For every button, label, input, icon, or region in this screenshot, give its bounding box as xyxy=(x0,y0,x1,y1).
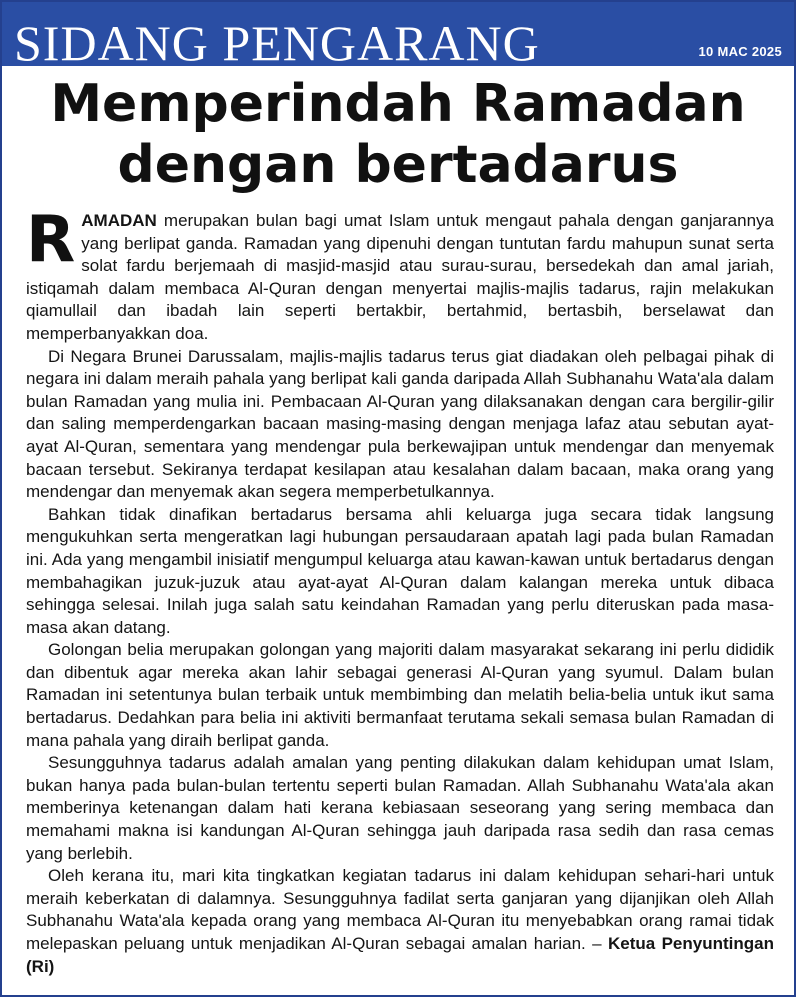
paragraph-5: Sesungguhnya tadarus adalah amalan yang penting dilakukan dalam kehidupan umat Islam, bukan hanya pada bulan-bulan tertentu seperti bulan Ramadan. Allah Subhanahu Wata'ala akan memberinya ketenangan dalam hati kerana kebiasaan seseorang yang sering membaca dan memahami makna isi kandungan Al-Quran sehingga jauh daripada rasa sedih dan rasa cemas yang berlebih. xyxy=(26,753,774,863)
headline-line-1: Memperindah Ramadan xyxy=(50,74,746,134)
paragraph-6 xyxy=(26,865,774,978)
paragraph-3: Bahkan tidak dinafikan bertadarus bersama ahli keluarga juga secara tidak langsung mengukuhkan serta mengeratkan lagi hubungan persaudaraan apatah lagi pada bulan Ramadan ini. Ada yang mengambil inisiatif mengumpul keluarga atau kawan-kawan untuk bertadarus dengan membahagikan juzuk-juzuk atau ayat-ayat Al-Quran dalam kalangan mereka untuk dibaca sehingga selesai. Inilah juga salah satu keindahan Ramadan yang perlu diteruskan pada masa-masa akan datang. xyxy=(26,504,774,637)
paragraph-4: Golongan belia merupakan golongan yang majoriti dalam masyarakat sekarang ini perlu dididik dan dibentuk agar mereka akan lahir sebagai generasi Al-Quran yang syumul. Dalam bulan Ramadan ini setentunya bulan terbaik untuk membimbing dan melatih belia-belia untuk ikut sama bertadarus. Dedahkan para belia ini aktiviti bermanfaat terutama sekali semasa bulan Ramadan di mana pahala yang diraih berlipat ganda. xyxy=(26,640,774,750)
publication-date: 10 MAC 2025 xyxy=(698,44,782,59)
byline: Ketua Penyuntingan (Ri) xyxy=(26,934,774,976)
paragraph-6-text: Oleh kerana itu, mari kita tingkatkan kegiatan tadarus ini dalam kehidupan sehari-hari untuk meraih keberkatan di dalamnya. Sesungguhnya fadilat serta ganjaran yang dijanjikan oleh Allah Subhanahu Wata'ala kepada orang yang membaca Al-Quran itu menyebabkan orang ramai tidak melepaskan peluang untuk menjadikan Al-Quran sebagai amalan harian. – xyxy=(26,866,774,953)
paragraph-1 xyxy=(26,203,774,346)
headline-line-2: dengan bertadarus xyxy=(117,135,679,195)
headline xyxy=(2,74,794,196)
drop-cap: R xyxy=(26,203,76,277)
lead-word: AMADAN xyxy=(81,211,157,230)
section-banner xyxy=(2,2,794,71)
article-body xyxy=(26,203,774,978)
paragraph-1-text: merupakan bulan bagi umat Islam untuk mengaut pahala dengan ganjarannya yang berlipat ganda. Ramadan yang dipenuhi dengan tuntutan fardu mahupun sunat serta solat fardu berjemaah di masjid-masjid atau surau-surau, bersedekah dan amal jariah, istiqamah dalam membaca Al-Quran dengan menyertai majlis-majlis tadarus, rajin melakukan qiamullail dan ibadah lain seperti bertakbir, bertahmid, bertasbih, berselawat dan memperbanyakkan doa. xyxy=(26,211,774,343)
section-title: SIDANG PENGARANG xyxy=(14,15,540,71)
paragraph-2: Di Negara Brunei Darussalam, majlis-majlis tadarus terus giat diadakan oleh pelbagai pihak di negara ini dalam meraih pahala yang berlipat kali ganda daripada Allah Subhanahu Wata'ala dalam bulan Ramadan yang mulia ini. Pembacaan Al-Quran yang dilaksanakan dengan cara bergilir-gilir dan saling memperdengarkan bacaan masing-masing dengan menjaga lafaz atau sebutan ayat-ayat Al-Quran, sementara yang mendengar pula berkewajipan untuk mendengar dan menyemak bacaan tersebut. Sekiranya terdapat kesilapan atau kesalahan dalam bacaan, maka orang yang mendengar dan menyemak akan segera memperbetulkannya. xyxy=(26,346,774,502)
